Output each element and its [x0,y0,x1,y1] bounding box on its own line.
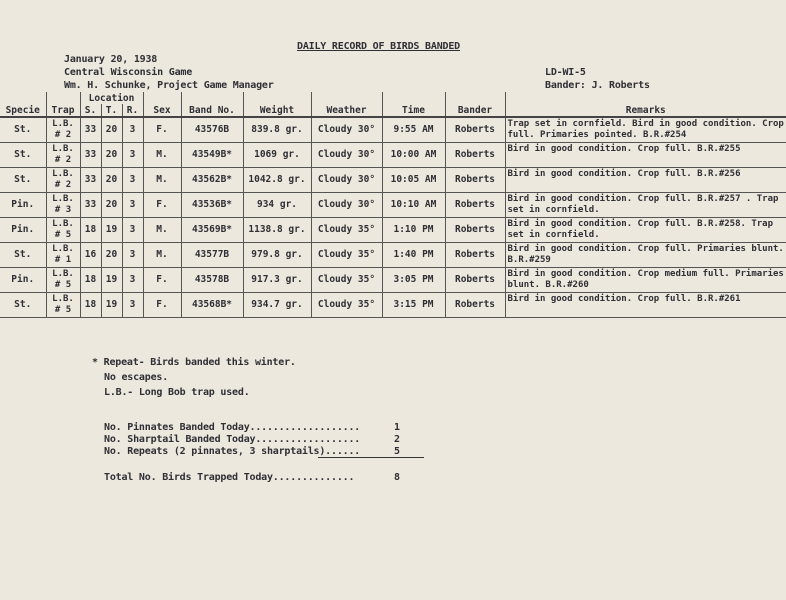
trap-type: L.B. [52,218,74,229]
col-r: R. [122,104,143,117]
row-specie: St. [0,117,46,142]
row-section: 33 [80,167,101,192]
row-township: 20 [101,117,122,142]
summary-sharptail-label: No. Sharptail Banded Today.................. [104,434,361,445]
row-band-number: 43577B [181,242,243,267]
row-time: 3:05 PM [382,267,445,292]
row-township: 19 [101,292,122,317]
row-specie: Pin. [0,192,46,217]
row-specie: St. [0,242,46,267]
trap-type: L.B. [52,143,74,154]
row-township: 20 [101,167,122,192]
row-weather: Cloudy 35° [311,217,382,242]
note-escapes: No escapes. [104,372,169,383]
table-row [0,142,786,167]
header-manager: Wm. H. Schunke, Project Game Manager [64,80,274,91]
row-weight: 1069 gr. [243,142,311,167]
row-specie: St. [0,292,46,317]
row-band-number: 43578B [181,267,243,292]
trap-type: L.B. [52,168,74,179]
row-bander: Roberts [445,242,505,267]
row-section: 16 [80,242,101,267]
trap-number: # 5 [54,304,72,315]
row-sex: M. [143,242,181,267]
table-row [0,292,786,317]
row-township: 20 [101,192,122,217]
row-weight: 917.3 gr. [243,267,311,292]
row-weight: 1138.8 gr. [243,217,311,242]
trap-number: # 1 [54,254,72,265]
table-row [0,267,786,292]
col-weather: Weather [311,104,382,117]
col-sex: Sex [143,104,181,117]
row-township: 19 [101,267,122,292]
row-bander: Roberts [445,292,505,317]
col-trap-blank [46,92,80,104]
row-specie: St. [0,167,46,192]
row-section: 18 [80,292,101,317]
row-band-number: 43549B* [181,142,243,167]
row-range: 3 [122,267,143,292]
table-row [0,117,786,142]
row-bander: Roberts [445,167,505,192]
summary-pinnates-label: No. Pinnates Banded Today................... [104,422,361,433]
trap-number: # 5 [54,279,72,290]
row-bander: Roberts [445,217,505,242]
row-sex: F. [143,267,181,292]
table-row [0,217,786,242]
summary-repeats-label: No. Repeats (2 pinnates, 3 sharptails)...... [104,446,361,457]
row-range: 3 [122,292,143,317]
col-trap: Trap [46,104,80,117]
trap-type: L.B. [52,118,74,129]
row-specie: Pin. [0,267,46,292]
row-range: 3 [122,217,143,242]
summary-repeats-value: 5 [394,446,400,457]
row-trap [46,242,80,267]
col-t: T. [101,104,122,117]
row-weather: Cloudy 30° [311,142,382,167]
row-section: 18 [80,267,101,292]
header-bander: Bander: J. Roberts [545,80,650,91]
row-remarks: Bird in good condition. Crop full. B.R.#256 [505,167,786,192]
row-range: 3 [122,167,143,192]
row-sex: F. [143,292,181,317]
row-section: 33 [80,117,101,142]
table-row [0,192,786,217]
summary-total-label: Total No. Birds Trapped Today.............. [104,472,355,483]
row-trap [46,292,80,317]
summary-pinnates-value: 1 [394,422,400,433]
trap-type: L.B. [52,293,74,304]
row-trap [46,142,80,167]
row-remarks: Bird in good condition. Crop medium full. Primaries blunt. B.R.#260 [505,267,786,292]
row-remarks: Bird in good condition. Crop full. B.R.#258. Trap set in cornfield. [505,217,786,242]
row-bander: Roberts [445,267,505,292]
table-row [0,242,786,267]
row-weight: 934.7 gr. [243,292,311,317]
col-weight: Weight [243,104,311,117]
col-remarks: Remarks [505,104,786,117]
col-specie-blank [0,92,46,104]
row-time: 1:10 PM [382,217,445,242]
row-time: 10:05 AM [382,167,445,192]
header-date: January 20, 1938 [64,54,158,65]
row-sex: M. [143,217,181,242]
trap-number: # 3 [54,204,72,215]
col-bander: Bander [445,104,505,117]
col-s: S. [80,104,101,117]
row-section: 33 [80,142,101,167]
row-weather: Cloudy 35° [311,267,382,292]
summary-underline [318,457,424,458]
row-range: 3 [122,192,143,217]
row-trap [46,217,80,242]
row-sex: M. [143,142,181,167]
row-section: 18 [80,217,101,242]
row-remarks: Bird in good condition. Crop full. B.R.#255 [505,142,786,167]
row-time: 1:40 PM [382,242,445,267]
summary-total-value: 8 [394,472,400,483]
row-bander: Roberts [445,192,505,217]
trap-number: # 5 [54,229,72,240]
row-trap [46,267,80,292]
table-row [0,167,786,192]
summary-sharptail-value: 2 [394,434,400,445]
row-weight: 934 gr. [243,192,311,217]
row-remarks: Bird in good condition. Crop full. B.R.#257 . Trap set in cornfield. [505,192,786,217]
row-weather: Cloudy 30° [311,192,382,217]
trap-number: # 2 [54,154,72,165]
col-location: Location [80,92,143,104]
row-township: 19 [101,217,122,242]
row-time: 10:00 AM [382,142,445,167]
document-title: DAILY RECORD OF BIRDS BANDED [297,41,460,52]
trap-type: L.B. [52,193,74,204]
row-sex: M. [143,167,181,192]
row-remarks: Trap set in cornfield. Bird in good condition. Crop full. Primaries pointed. B.R.#254 [505,117,786,142]
row-band-number: 43568B* [181,292,243,317]
trap-number: # 2 [54,129,72,140]
row-sex: F. [143,192,181,217]
trap-type: L.B. [52,268,74,279]
row-weight: 839.8 gr. [243,117,311,142]
row-time: 3:15 PM [382,292,445,317]
row-specie: Pin. [0,217,46,242]
row-trap [46,167,80,192]
row-trap [46,192,80,217]
row-time: 9:55 AM [382,117,445,142]
row-band-number: 43576B [181,117,243,142]
row-weather: Cloudy 30° [311,117,382,142]
note-trap-legend: L.B.- Long Bob trap used. [104,387,250,398]
row-weight: 1042.8 gr. [243,167,311,192]
row-time: 10:10 AM [382,192,445,217]
row-sex: F. [143,117,181,142]
row-specie: St. [0,142,46,167]
trap-type: L.B. [52,243,74,254]
row-range: 3 [122,117,143,142]
row-band-number: 43562B* [181,167,243,192]
row-band-number: 43569B* [181,217,243,242]
row-range: 3 [122,142,143,167]
row-township: 20 [101,242,122,267]
row-bander: Roberts [445,117,505,142]
banding-table [0,92,786,318]
col-time: Time [382,104,445,117]
trap-number: # 2 [54,179,72,190]
row-weight: 979.8 gr. [243,242,311,267]
row-township: 20 [101,142,122,167]
row-weather: Cloudy 35° [311,292,382,317]
note-repeat: * Repeat- Birds banded this winter. [92,357,296,368]
row-bander: Roberts [445,142,505,167]
row-weather: Cloudy 30° [311,167,382,192]
col-specie: Specie [0,104,46,117]
col-band: Band No. [181,104,243,117]
row-remarks: Bird in good condition. Crop full. B.R.#261 [505,292,786,317]
header-code: LD-WI-5 [545,67,586,78]
row-trap [46,117,80,142]
row-weather: Cloudy 35° [311,242,382,267]
header-project: Central Wisconsin Game [64,67,193,78]
row-section: 33 [80,192,101,217]
row-remarks: Bird in good condition. Crop full. Primaries blunt. B.R.#259 [505,242,786,267]
row-range: 3 [122,242,143,267]
row-band-number: 43536B* [181,192,243,217]
